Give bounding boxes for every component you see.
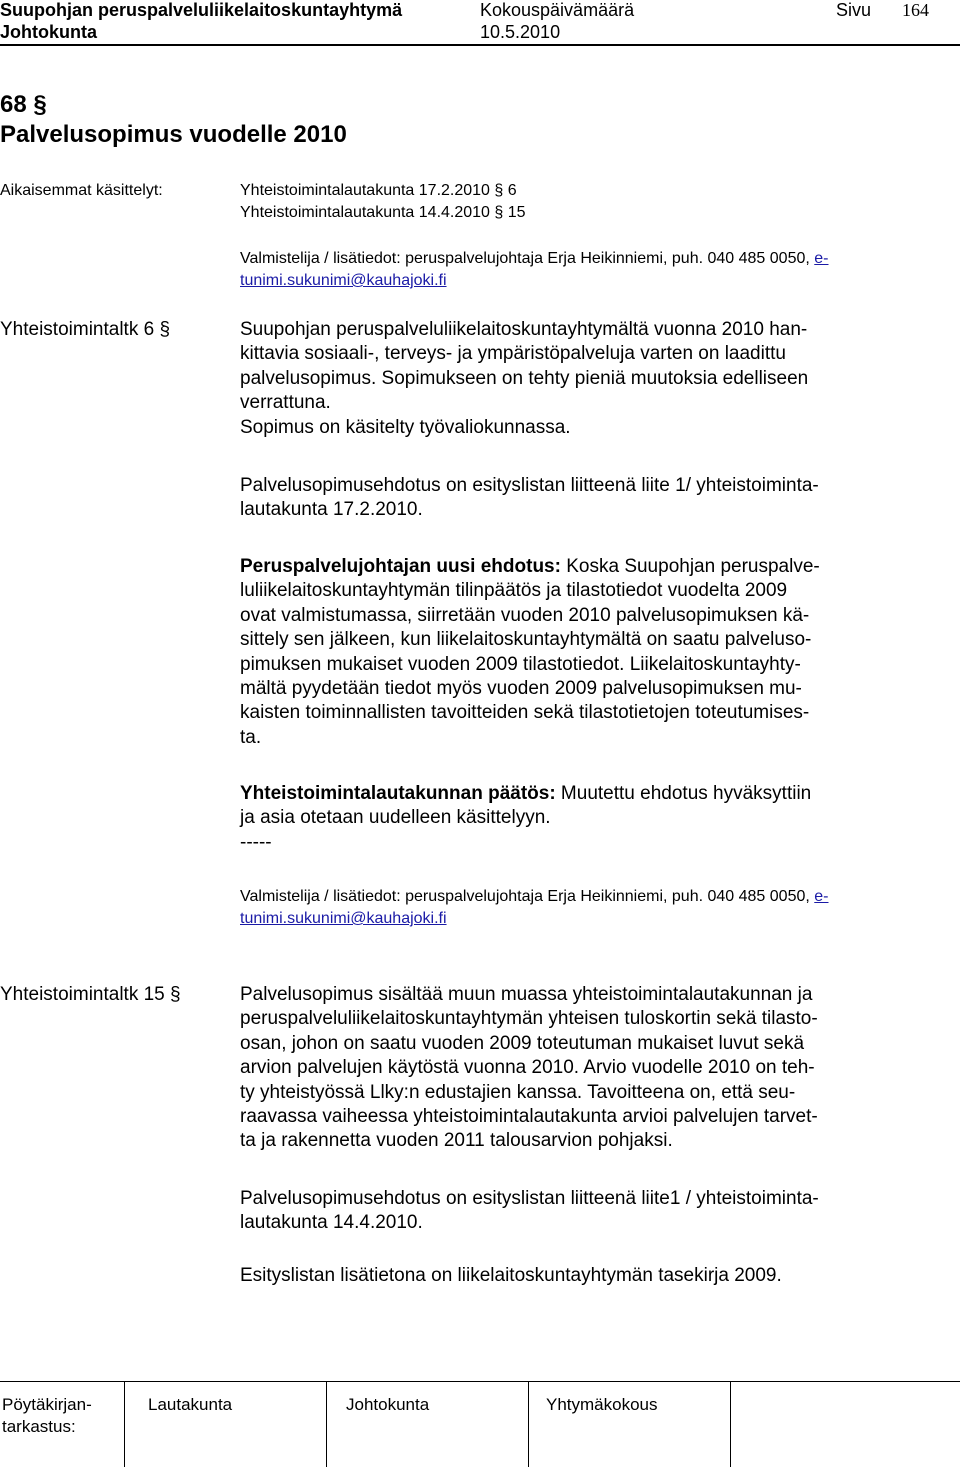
footer-divider bbox=[528, 1382, 529, 1467]
section-title: Palvelusopimus vuodelle 2010 bbox=[0, 121, 347, 148]
proposal-rest: Koska Suupohjan peruspalve- bbox=[560, 556, 820, 577]
attachment-text bbox=[240, 474, 930, 523]
text-line bbox=[240, 555, 930, 579]
proposal-label: Peruspalvelujohtajan uusi ehdotus: bbox=[240, 556, 561, 577]
footer-col-lautakunta: Lautakunta bbox=[148, 1395, 233, 1414]
header-page-number: 164 bbox=[902, 0, 929, 20]
header-date: 10.5.2010 bbox=[480, 22, 561, 42]
board-decision-rest: Muutettu ehdotus hyväksyttiin bbox=[555, 783, 812, 804]
preparer-text: Valmistelija / lisätiedot: peruspalvelujohtaja Erja Heikinniemi, puh. 040 485 0050, bbox=[240, 888, 815, 905]
preparer-email-line bbox=[240, 908, 447, 930]
attachment-text bbox=[240, 1187, 930, 1236]
text-line: ta ja rakennetta vuoden 2011 talousarvion pohjaksi. bbox=[240, 1130, 673, 1152]
text-line bbox=[240, 782, 930, 806]
footer-rule bbox=[0, 1381, 960, 1382]
preparer-email-line bbox=[240, 270, 447, 292]
email-link[interactable]: tunimi.sukunimi@kauhajoki.fi bbox=[240, 910, 447, 927]
email-link[interactable]: e- bbox=[814, 888, 829, 905]
text-line: Palvelusopimusehdotus on esityslistan liitteenä liite 1/ yhteistoiminta- bbox=[240, 475, 819, 496]
footer-divider bbox=[730, 1382, 731, 1467]
preparer-line bbox=[240, 886, 829, 908]
history-item: Yhteistoimintalautakunta 14.4.2010 § 15 bbox=[240, 204, 526, 221]
text-line: sittely sen jälkeen, kun liikelaitoskuntayhtymältä on saatu palveluso- bbox=[240, 629, 812, 651]
text-line: lautakunta 14.4.2010. bbox=[240, 1212, 423, 1234]
board-decision-label: Yhteistoimintalautakunnan päätös: bbox=[240, 783, 556, 804]
text-line: ja asia otetaan uudelleen käsittelyyn. bbox=[240, 807, 551, 829]
separator: ----- bbox=[240, 831, 272, 853]
section-number: 68 § bbox=[0, 91, 47, 118]
board-decision-text bbox=[240, 782, 930, 855]
history-item: Yhteistoimintalautakunta 17.2.2010 § 6 bbox=[240, 182, 517, 199]
footer-check-label: Pöytäkirjan- bbox=[2, 1395, 92, 1414]
text-line: pimuksen mukaiset vuoden 2009 tilastotiedot. Liikelaitoskuntayhty- bbox=[240, 653, 801, 675]
text-line: ty yhteistyössä Llky:n edustajien kanssa. Tavoitteena on, että seu- bbox=[240, 1081, 796, 1103]
text-line: Sopimus on käsitelty työvaliokunnassa. bbox=[240, 416, 571, 438]
text-line: verrattuna. bbox=[240, 392, 331, 414]
text-line: peruspalveluliikelaitoskuntayhtymän yhteisen tuloskortin sekä tilasto- bbox=[240, 1008, 818, 1030]
info-text bbox=[240, 1264, 930, 1288]
footer-col-johtokunta: Johtokunta bbox=[346, 1395, 430, 1414]
text-line: raavassa vaiheessa yhteistoimintalautakunta arvioi palvelujen tarvet- bbox=[240, 1106, 818, 1128]
email-link[interactable]: tunimi.sukunimi@kauhajoki.fi bbox=[240, 272, 447, 289]
decision-text bbox=[240, 983, 930, 1154]
text-line: luliikelaitoskuntayhtymän tilinpäätös ja tilastotiedot vuodelta 2009 bbox=[240, 580, 788, 602]
text-line: arvion palvelujen käytöstä vuonna 2010. Arvio vuodelle 2010 on teh- bbox=[240, 1057, 815, 1079]
decision-label: Yhteistoimintaltk 6 § bbox=[0, 319, 171, 340]
header-body: Johtokunta bbox=[0, 22, 97, 42]
footer-col-yhtymakokous: Yhtymäkokous bbox=[546, 1395, 658, 1414]
text-line: mältä pyydetään tiedot myös vuoden 2009 palvelusopimuksen mu- bbox=[240, 678, 802, 700]
text-line: Esityslistan lisätietona on liikelaitoskuntayhtymän tasekirja 2009. bbox=[240, 1265, 782, 1286]
preparer-line bbox=[240, 248, 829, 270]
text-line: ta. bbox=[240, 726, 262, 748]
history-label: Aikaisemmat käsittelyt: bbox=[0, 182, 163, 199]
text-line: Palvelusopimusehdotus on esityslistan liitteenä liite1 / yhteistoiminta- bbox=[240, 1188, 819, 1209]
header-org: Suupohjan peruspalveluliikelaitoskuntayhtymä bbox=[0, 0, 403, 20]
text-line: ovat valmistumassa, siirretään vuoden 2010 palvelusopimuksen kä- bbox=[240, 604, 810, 626]
footer-divider bbox=[124, 1382, 125, 1467]
text-line: kittavia sosiaali-, terveys- ja ympäristöpalveluja varten on laadittu bbox=[240, 343, 786, 365]
proposal-text bbox=[240, 555, 930, 750]
text-line: lautakunta 17.2.2010. bbox=[240, 499, 423, 521]
text-line: osan, johon on saatu vuoden 2009 toteutuman mukaiset luvut sekä bbox=[240, 1032, 805, 1054]
preparer-text: Valmistelija / lisätiedot: peruspalvelujohtaja Erja Heikinniemi, puh. 040 485 0050, bbox=[240, 250, 815, 267]
decision-label: Yhteistoimintaltk 15 § bbox=[0, 984, 181, 1005]
email-link[interactable]: e- bbox=[814, 250, 829, 267]
header-date-label: Kokouspäivämäärä bbox=[480, 0, 635, 20]
text-line: Suupohjan peruspalveluliikelaitoskuntayhtymältä vuonna 2010 han- bbox=[240, 319, 808, 340]
header-rule bbox=[0, 44, 960, 46]
text-line: palvelusopimus. Sopimukseen on tehty pieniä muutoksia edelliseen bbox=[240, 367, 809, 389]
decision-text bbox=[240, 318, 930, 440]
header-page-label: Sivu bbox=[836, 0, 872, 20]
footer-check-label: tarkastus: bbox=[2, 1417, 76, 1436]
footer-divider bbox=[326, 1382, 327, 1467]
text-line: kaisten toiminnallisten tavoitteiden sekä tilastotietojen toteutumises- bbox=[240, 702, 810, 724]
text-line: Palvelusopimus sisältää muun muassa yhteistoimintalautakunnan ja bbox=[240, 984, 813, 1005]
